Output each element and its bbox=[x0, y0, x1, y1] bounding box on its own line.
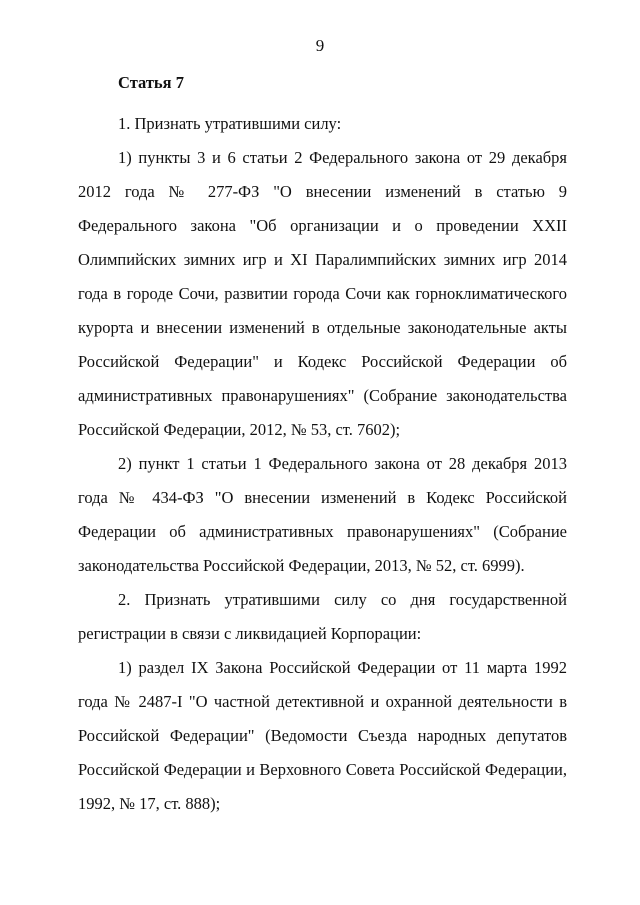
article-title: Статья 7 bbox=[118, 73, 184, 92]
paragraph-1-item-1: 1) пункты 3 и 6 статьи 2 Федерального закона от 29 декабря 2012 года № 277-ФЗ "О внесении изменений в статью 9 Федерального закона "Об организации и о проведении XXII Олимпийских зимних игр и XI Паралимпийских зимних игр 2014 года в городе Сочи, развитии города Сочи как горноклиматического курорта и внесении изменений в отдельные законодательные акты Российской Федерации" и Кодекс Российской Федерации об административных правонарушениях" (Собрание законодательства Российской Федерации, 2012, № 53, ст. 7602); bbox=[78, 148, 567, 439]
page-number: 9 bbox=[315, 36, 325, 55]
paragraph-2: 2. Признать утратившими силу со дня государственной регистрации в связи с ликвидацией Корпорации: bbox=[78, 590, 567, 643]
article-body bbox=[78, 107, 567, 821]
paragraph-2-item-1: 1) раздел IX Закона Российской Федерации от 11 марта 1992 года № 2487-I "О частной детективной и охранной деятельности в Российской Федерации" (Ведомости Съезда народных депутатов Российской Федерации и Верховного Совета Российской Федерации, 1992, № 17, ст. 888); bbox=[78, 658, 567, 813]
paragraph-1-item-2: 2) пункт 1 статьи 1 Федерального закона от 28 декабря 2013 года № 434-ФЗ "О внесении изменений в Кодекс Российской Федерации об административных правонарушениях" (Собрание законодательства Российской Федерации, 2013, № 52, ст. 6999). bbox=[78, 454, 567, 575]
paragraph-1: 1. Признать утратившими силу: bbox=[118, 114, 342, 133]
